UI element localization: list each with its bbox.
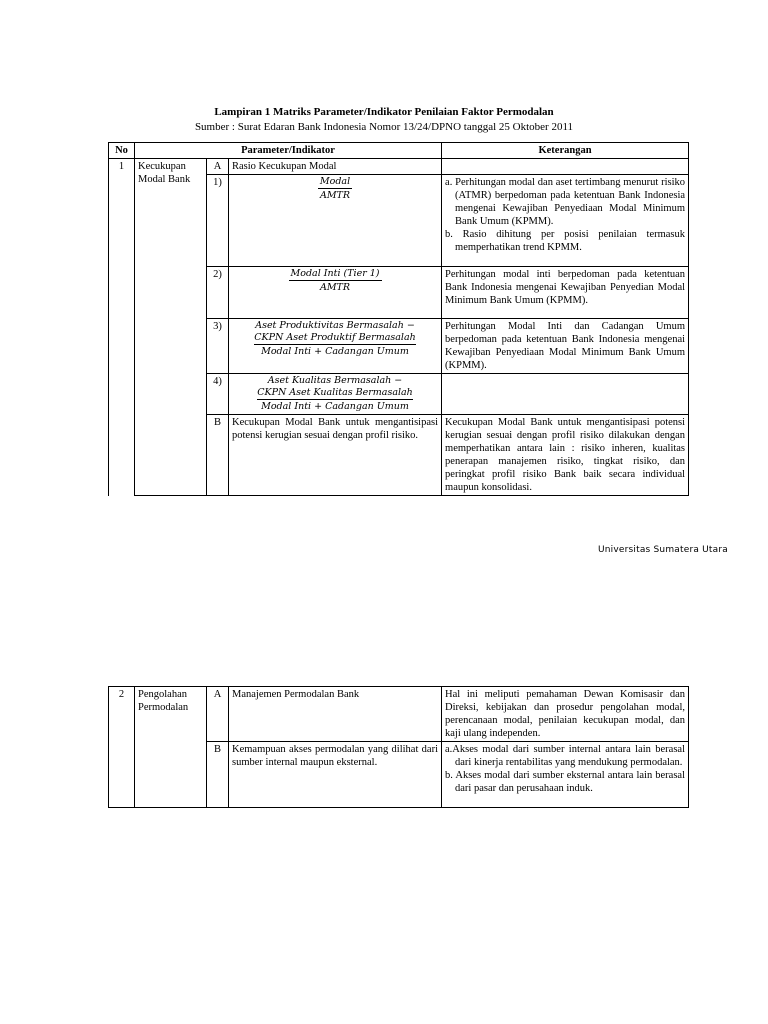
indicator-note: [442, 175, 689, 267]
formula-numerator: Aset Kualitas Bermasalah −: [267, 375, 403, 386]
item-code: 1): [207, 175, 229, 267]
section-label: Kecukupan Modal Bank untuk mengantisipasi potensi kerugian sesuai dengan profil risiko.: [229, 415, 442, 496]
note-item: a. Perhitungan modal dan aset tertimbang menurut risiko (ATMR) berpedoman pada ketentuan Bank Indonesia mengenai Kewajiban Penyediaan Modal Minimum Bank Umum (KPMM).: [445, 177, 686, 227]
parameter-table-2: [108, 686, 689, 808]
source-subtitle: Sumber : Surat Edaran Bank Indonesia Nomor 13/24/DPNO tanggal 25 Oktober 2011: [194, 121, 574, 133]
header-no: No: [109, 143, 135, 159]
note-item: b. Akses modal dari sumber eksternal antara lain berasal dari pasar dan perusahaan induk.: [445, 770, 685, 794]
section-note: [442, 742, 689, 808]
item-code: 4): [207, 374, 229, 415]
section-label: Rasio Kecukupan Modal: [229, 159, 442, 175]
section-label: Manajemen Permodalan Bank: [229, 687, 442, 742]
formula-numerator: CKPN Aset Produktif Bermasalah: [254, 332, 416, 343]
blank-cell: [442, 159, 689, 175]
factor-name: Pengolahan Permodalan: [135, 687, 207, 808]
formula-numerator: Aset Produktivitas Bermasalah −: [255, 320, 415, 331]
formula-numerator: CKPN Aset Kualitas Bermasalah: [257, 387, 413, 398]
indicator-formula: [229, 175, 442, 267]
section-code: B: [207, 742, 229, 808]
table-row: [109, 687, 689, 742]
indicator-formula: [229, 267, 442, 319]
formula-denominator: AMTR: [319, 282, 351, 293]
section-note: Hal ini meliputi pemahaman Dewan Komisasir dan Direksi, kebijakan dan prosedur pengolahan modal, perencanaan modal, penilaian kecukupan modal, dan kaji ulang independen.: [442, 687, 689, 742]
formula-numerator: Modal Inti (Tier 1): [290, 268, 380, 279]
university-footer: Universitas Sumatera Utara: [597, 545, 728, 555]
indicator-note: Perhitungan modal inti berpedoman pada ketentuan Bank Indonesia mengenai Kewajiban Penyedian Modal Minimum Bank Umum (KPMM).: [442, 267, 689, 319]
section-code: B: [207, 415, 229, 496]
section-code: A: [207, 159, 229, 175]
parameter-table-1: [108, 142, 689, 496]
indicator-note: [442, 374, 689, 415]
indicator-formula: [229, 374, 442, 415]
header-param: Parameter/Indikator: [135, 143, 442, 159]
indicator-note: Perhitungan Modal Inti dan Cadangan Umum berpedoman pada ketentuan Bank Indonesia mengenai Kewajiban Penyediaan Modal Minimum Bank Umum (KPMM).: [442, 319, 689, 374]
section-label: Kemampuan akses permodalan yang dilihat dari sumber internal maupun eksternal.: [229, 742, 442, 808]
section-code: A: [207, 687, 229, 742]
note-item: b. Rasio dihitung per posisi penilaian termasuk memperhatikan trend KPMM.: [445, 229, 686, 253]
row-number: 2: [109, 687, 135, 808]
page-title: Lampiran 1 Matriks Parameter/Indikator Penilaian Faktor Permodalan: [214, 106, 554, 118]
section-note: Kecukupan Modal Bank untuk mengantisipasi potensi kerugian sesuai dengan profil risiko dilakukan dengan memperhatikan antara lain : risiko inheren, kualitas penerapan manajemen risiko, tingkat risiko, dan peringkat profil risiko Bank baik secara individual maupun konsolidasi.: [442, 415, 689, 496]
indicator-formula: [229, 319, 442, 374]
item-code: 3): [207, 319, 229, 374]
item-code: 2): [207, 267, 229, 319]
formula-numerator: Modal: [319, 176, 351, 187]
factor-name: Kecukupan Modal Bank: [135, 159, 207, 496]
formula-denominator: AMTR: [319, 190, 351, 201]
header-ket: Keterangan: [442, 143, 689, 159]
formula-denominator: Modal Inti + Cadangan Umum: [261, 346, 409, 357]
table-row: [109, 159, 689, 175]
note-item: a.Akses modal dari sumber internal antara lain berasal dari kinerja rentabilitas yang mendukung permodalan.: [445, 744, 685, 768]
table-header-row: [109, 143, 689, 159]
formula-denominator: Modal Inti + Cadangan Umum: [261, 401, 409, 412]
row-number: 1: [109, 159, 135, 496]
